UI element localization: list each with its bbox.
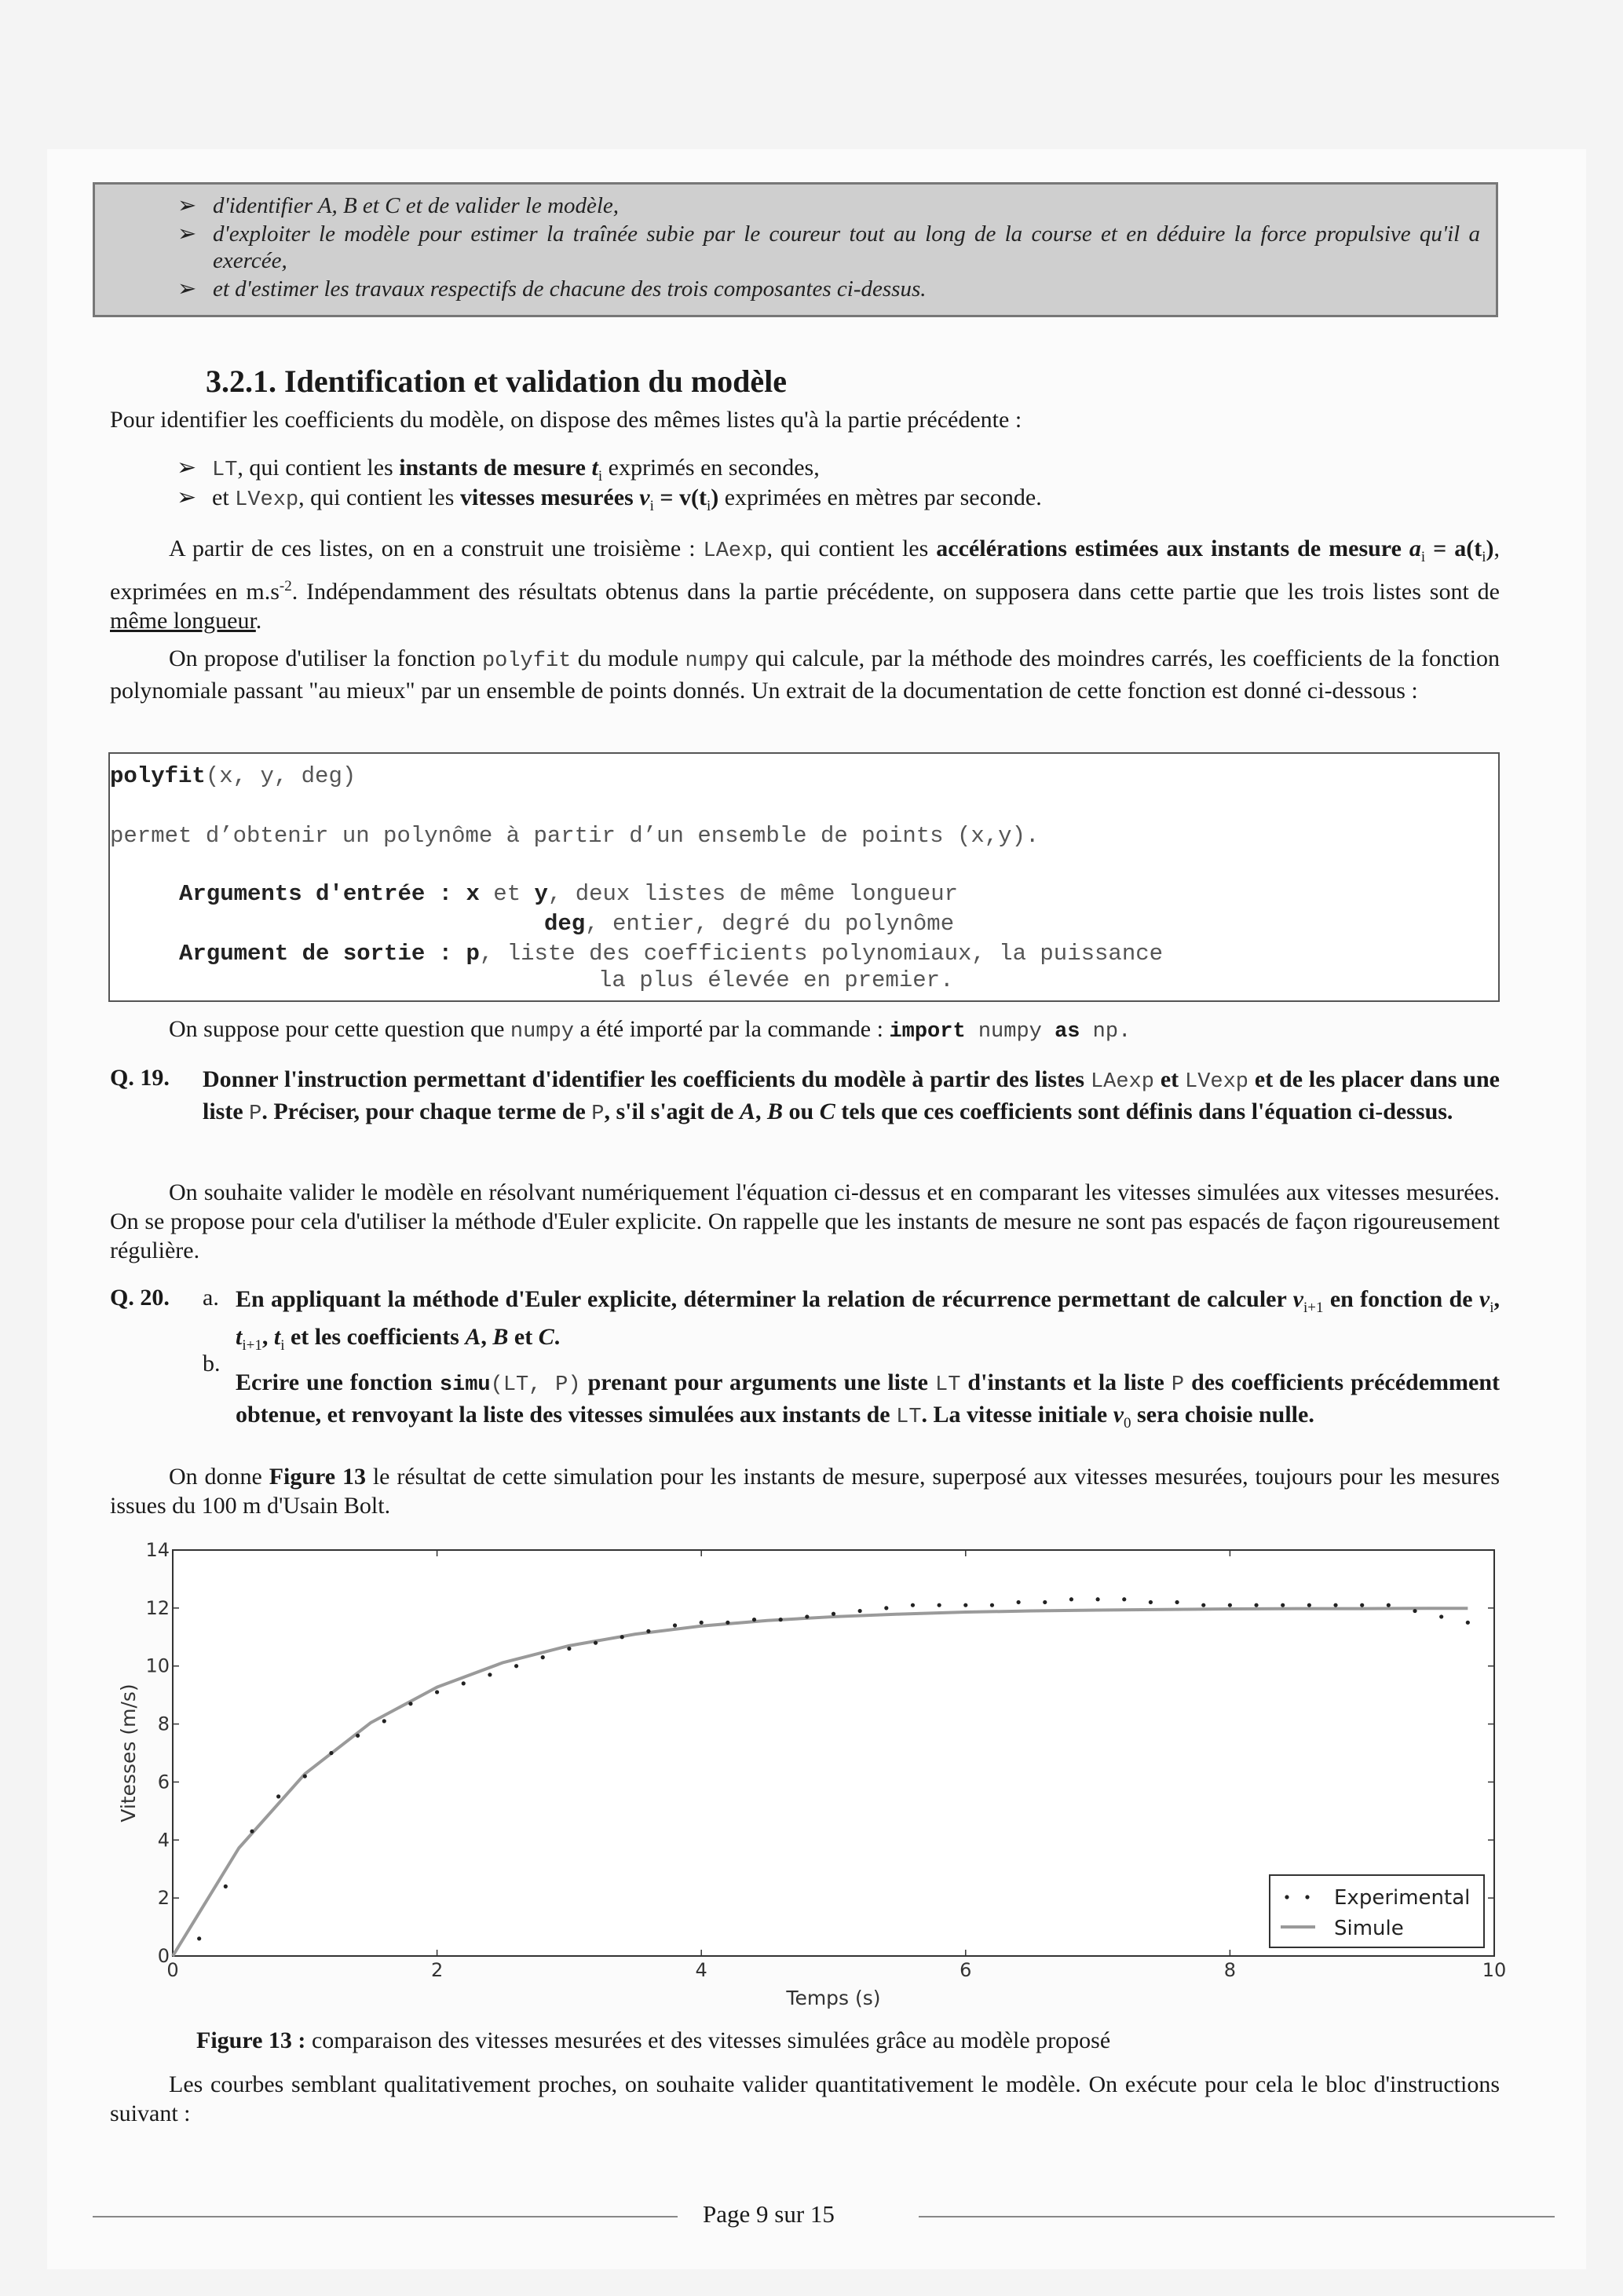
text-run: accélérations estimées aux instants de mesure	[936, 536, 1409, 561]
arrow-bullet-icon: ➢	[177, 193, 197, 218]
experimental-point	[1254, 1603, 1258, 1607]
text-run: t	[273, 1324, 281, 1350]
text-run: Figure 13	[269, 1464, 366, 1490]
text-run: i	[598, 468, 603, 484]
y-tick-label: 10	[145, 1654, 170, 1677]
text-run: C	[538, 1324, 554, 1350]
y-tick-label: 14	[145, 1539, 170, 1561]
experimental-point	[488, 1673, 492, 1676]
text-run: , entier, degré du polynôme	[585, 911, 955, 937]
text-run: t	[591, 455, 598, 481]
text-run: v	[639, 484, 650, 510]
objective-item	[177, 221, 1480, 274]
experimental-point	[1201, 1603, 1205, 1607]
text-run: exprimées en mètres par seconde.	[718, 484, 1042, 510]
text-run: , qui contient les	[766, 536, 937, 561]
text-run: v	[1479, 1286, 1490, 1312]
text-run: ,	[755, 1099, 768, 1124]
text-run: import	[889, 1020, 966, 1044]
text-run: -2	[279, 578, 292, 594]
experimental-point	[700, 1621, 704, 1625]
text-run: d'identifier A, B et C et de valider le modèle,	[213, 193, 620, 218]
legend-label-simule: Simule	[1334, 1917, 1404, 1940]
text-run: P	[1171, 1373, 1185, 1397]
x-axis-label: Temps (s)	[786, 1987, 881, 2009]
text-run: On souhaite valider le modèle en résolvant numériquement l'équation ci-dessus et en comparant les vitesses simulées aux vitesses mesurées. On se propose pour cela d'utiliser la méthode d'Euler explicite. On rappelle que les instants de mesure ne sont pas espacés de façon rigoureusement régulière.	[110, 1179, 1500, 1263]
text-run: le résultat de cette simulation pour les instants de mesure, superposé aux vitesses mesurées, toujours pour les mesures issues du 100 m d'Usain Bolt.	[110, 1464, 1501, 1519]
x-tick-label: 10	[1482, 1959, 1507, 1981]
text-run: exprimés en secondes,	[602, 455, 820, 481]
objectives-box	[93, 182, 1498, 317]
question-text	[203, 1065, 1500, 1129]
separator: :	[425, 881, 466, 907]
y-tick-label: 4	[157, 1829, 170, 1852]
text-run: ou	[783, 1099, 820, 1124]
y-tick-label: 8	[157, 1713, 170, 1735]
experimental-point	[303, 1774, 307, 1778]
text-run: et	[479, 881, 535, 907]
experimental-point	[594, 1641, 598, 1645]
arg-p: p	[466, 941, 480, 967]
text-run: i	[1482, 549, 1486, 565]
list-item	[177, 484, 1505, 521]
legend-experimental-marker	[1285, 1895, 1289, 1899]
experimental-point	[541, 1655, 545, 1659]
experimental-point	[408, 1702, 412, 1706]
experimental-point	[911, 1603, 915, 1607]
experimental-point	[1413, 1609, 1416, 1613]
text-run: t	[236, 1324, 243, 1350]
experimental-point	[514, 1664, 518, 1668]
text-run: Les courbes semblant qualitativement proches, on souhaite valider quantitativement le modèle. On exécute pour cela le bloc d'instructions suivant :	[110, 2071, 1500, 2126]
text-run: = a(t	[1425, 536, 1482, 561]
text-run: i	[1490, 1300, 1494, 1316]
arg-x: x	[466, 881, 480, 907]
text-run: , liste des coefficients polynomiaux, la puissance	[479, 941, 1164, 967]
y-tick-label: 6	[157, 1771, 170, 1793]
text-run: )	[1486, 536, 1494, 561]
legend-experimental-marker	[1305, 1895, 1309, 1899]
text-run: prenant pour arguments une liste	[580, 1369, 935, 1395]
experimental-point	[435, 1690, 439, 1694]
experimental-point	[963, 1603, 967, 1607]
arrow-bullet-icon: ➢	[177, 484, 197, 510]
text-run: et	[1153, 1066, 1185, 1092]
experimental-point	[329, 1751, 333, 1755]
x-tick-label: 6	[960, 1959, 972, 1981]
experimental-point	[752, 1618, 756, 1621]
x-tick-label: 2	[430, 1959, 444, 1981]
footer-divider	[919, 2216, 1555, 2217]
experimental-point	[382, 1719, 386, 1723]
experimental-point	[197, 1936, 201, 1940]
text-run: P	[591, 1102, 605, 1126]
function-args: (x, y, deg)	[205, 763, 356, 789]
caption-text: comparaison des vitesses mesurées et des vitesses simulées grâce au modèle proposé	[305, 2027, 1111, 2053]
text-run: instants de mesure	[399, 455, 592, 481]
y-tick-label: 12	[145, 1596, 170, 1619]
experimental-point	[726, 1621, 729, 1625]
experimental-point	[1175, 1600, 1179, 1604]
section-title: 3.2.1. Identification et validation du modèle	[206, 364, 788, 399]
text-run: qui calcule, par la méthode des moindres carrés, les coefficients de la fonction polynomiale passant "au mieux" par un ensemble de points donnés. Un extrait de la documentation de cette fonction est donné ci-dessous :	[110, 645, 1500, 704]
text-run: vitesses mesurées	[459, 484, 640, 510]
arrow-bullet-icon: ➢	[177, 455, 197, 481]
text-run: LAexp	[703, 539, 767, 563]
experimental-point	[620, 1635, 624, 1639]
experimental-point	[567, 1647, 571, 1651]
text-run: i+1	[1303, 1300, 1324, 1316]
question-text	[236, 1368, 1500, 1438]
text-run: i+1	[242, 1337, 262, 1354]
experimental-point	[858, 1609, 862, 1613]
experimental-point	[1043, 1600, 1047, 1604]
y-tick-label: 0	[157, 1945, 170, 1967]
objective-item	[177, 192, 1480, 219]
text-run: numpy	[965, 1020, 1055, 1044]
x-tick-label: 4	[695, 1959, 707, 1981]
text-run: C	[819, 1099, 835, 1124]
experimental-point	[1149, 1600, 1153, 1604]
text-run: .	[554, 1324, 561, 1350]
figure-caption	[196, 2027, 1531, 2054]
footer-divider	[93, 2216, 678, 2217]
experimental-point	[1281, 1603, 1285, 1607]
experimental-point	[250, 1830, 254, 1834]
text-run: simu	[439, 1373, 491, 1397]
text-run: LT	[212, 459, 238, 482]
experimental-point	[1017, 1600, 1021, 1604]
experimental-point	[884, 1606, 888, 1610]
experimental-point	[462, 1681, 466, 1685]
text-run: LT	[896, 1406, 922, 1429]
paragraph	[110, 1178, 1500, 1265]
subquestion-label: a.	[203, 1285, 219, 1311]
text-run: du module	[571, 645, 685, 671]
velocity-chart	[0, 1523, 1623, 2026]
text-run: Donner l'instruction permettant d'identifier les coefficients du modèle à partir des listes	[203, 1066, 1091, 1092]
text-run: . La vitesse initiale	[921, 1402, 1113, 1428]
text-run: = v(t	[653, 484, 707, 510]
experimental-point	[1307, 1603, 1311, 1607]
experimental-point	[1439, 1614, 1443, 1618]
separator: :	[425, 941, 466, 967]
paragraph	[110, 2070, 1500, 2128]
text-run: tels que ces coefficients sont définis dans l'équation ci-dessus.	[835, 1099, 1453, 1124]
function-description: permet d’obtenir un polynôme à partir d’un ensemble de points (x,y).	[110, 823, 1040, 849]
x-tick-label: 0	[166, 1959, 179, 1981]
text-run: A	[465, 1324, 481, 1350]
text-run: même longueur	[110, 608, 256, 634]
text-run: , exprimées en m.s	[110, 536, 1501, 605]
experimental-point	[1122, 1597, 1126, 1601]
text-run: Pour identifier les coefficients du modèle, on dispose des mêmes listes qu'à la partie précédente :	[110, 407, 1022, 433]
text-run: En appliquant la méthode d'Euler explicite, déterminer la relation de récurrence permettant de calculer	[236, 1286, 1293, 1312]
text-run: .	[255, 608, 262, 634]
text-run: Ecrire une fonction	[236, 1369, 440, 1395]
arrow-bullet-icon: ➢	[177, 276, 197, 302]
text-run: ,	[1493, 1286, 1501, 1312]
question-number: Q. 19.	[110, 1065, 170, 1091]
text-run: polyfit	[481, 649, 572, 673]
text-run: P	[249, 1102, 262, 1126]
text-run: en fonction de	[1323, 1286, 1479, 1312]
paragraph	[110, 405, 1500, 434]
text-run: et d'estimer les travaux respectifs de chacune des trois composantes ci-dessus.	[213, 276, 927, 302]
text-run: i	[1420, 549, 1426, 565]
text-run: A	[740, 1099, 756, 1124]
text-run: On donne	[169, 1464, 269, 1490]
text-run: a été importé par la commande :	[573, 1016, 890, 1042]
text-run: B	[767, 1099, 784, 1124]
text-run: , qui contient les	[237, 455, 400, 481]
experimental-point	[1228, 1603, 1232, 1607]
text-run: a	[1409, 536, 1421, 561]
experimental-point	[832, 1612, 835, 1616]
page-number: Page 9 sur 15	[703, 2200, 835, 2228]
experimental-point	[1333, 1603, 1337, 1607]
text-run: 0	[1124, 1415, 1131, 1431]
text-run: i	[706, 498, 711, 514]
text-run: et de les placer dans une liste	[203, 1066, 1500, 1124]
documentation-box	[108, 752, 1500, 1002]
paragraph	[110, 644, 1500, 705]
caption-label: Figure 13 :	[196, 2027, 306, 2053]
text-run: numpy	[510, 1020, 574, 1044]
experimental-point	[646, 1629, 650, 1633]
text-run: la plus élevée en premier.	[598, 967, 954, 993]
experimental-point	[224, 1885, 228, 1888]
text-run: des coefficients précédemment obtenue, et renvoyant la liste des vitesses simulées aux instants de	[236, 1369, 1501, 1428]
text-run: B	[492, 1324, 509, 1350]
text-run: np.	[1080, 1020, 1131, 1044]
paragraph	[169, 1015, 1504, 1047]
experimental-point	[1466, 1621, 1470, 1625]
x-tick-label: 8	[1223, 1959, 1237, 1981]
text-run: v	[1113, 1402, 1124, 1428]
experimental-point	[779, 1618, 783, 1621]
experimental-point	[1387, 1603, 1391, 1607]
text-run: ,	[481, 1324, 493, 1350]
function-name: polyfit	[110, 763, 206, 789]
text-run: LT	[935, 1373, 961, 1397]
experimental-point	[1360, 1603, 1364, 1607]
text-run: (LT, P)	[490, 1373, 581, 1397]
experimental-point	[1096, 1597, 1100, 1601]
subquestion-label: b.	[203, 1351, 221, 1377]
paragraph	[110, 534, 1500, 635]
text-run: , s'il s'agit de	[604, 1099, 740, 1124]
legend-label-experimental: Experimental	[1334, 1886, 1471, 1910]
text-run: On propose d'utiliser la fonction	[169, 645, 482, 671]
text-run: i	[280, 1337, 285, 1354]
text-run: v	[1292, 1286, 1303, 1312]
text-run: et	[508, 1324, 539, 1350]
text-run: )	[711, 484, 719, 510]
input-label: Arguments d'entrée	[179, 881, 426, 907]
text-run: d'instants et la liste	[960, 1369, 1172, 1395]
experimental-point	[276, 1794, 280, 1798]
question-text	[236, 1285, 1500, 1360]
text-run: , qui contient les	[298, 484, 460, 510]
text-run: LVexp	[235, 488, 299, 512]
experimental-point	[805, 1614, 809, 1618]
text-run: as	[1055, 1020, 1080, 1044]
y-axis-label: Vitesses (m/s)	[117, 1684, 140, 1823]
question-19	[110, 1065, 1500, 1129]
arg-deg: deg	[544, 911, 586, 937]
experimental-point	[356, 1734, 360, 1738]
experimental-point	[1069, 1597, 1073, 1601]
arg-y: y	[534, 881, 548, 907]
experimental-point	[938, 1603, 941, 1607]
text-run: ,	[261, 1324, 274, 1350]
text-run: . Indépendamment des résultats obtenus dans la partie précédente, on supposera dans cette partie que les trois listes sont de	[291, 579, 1500, 605]
text-run: numpy	[685, 649, 749, 673]
text-run: d'exploiter le modèle pour estimer la traînée subie par le coureur tout au long de la course et en déduire la force propulsive qu'il a exercée,	[213, 221, 1480, 273]
text-run: A partir de ces listes, on en a construit une troisième :	[169, 536, 704, 561]
text-run: et	[212, 484, 236, 510]
text-run: . Préciser, pour chaque terme de	[261, 1099, 592, 1124]
text-run: LAexp	[1090, 1070, 1154, 1094]
question-20	[110, 1285, 1500, 1438]
text-run: et les coefficients	[284, 1324, 466, 1350]
output-label: Argument de sortie	[179, 941, 426, 967]
y-tick-label: 2	[157, 1887, 170, 1910]
experimental-point	[990, 1603, 994, 1607]
text-run: i	[649, 498, 654, 514]
text-run: LVexp	[1185, 1070, 1249, 1094]
paragraph	[110, 1462, 1500, 1520]
text-run: , deux listes de même longueur	[547, 881, 959, 907]
text-run: sera choisie nulle.	[1131, 1402, 1314, 1428]
question-number: Q. 20.	[110, 1285, 170, 1311]
text-run: On suppose pour cette question que	[169, 1016, 510, 1042]
objective-item	[177, 276, 1480, 302]
arrow-bullet-icon: ➢	[177, 221, 197, 247]
experimental-point	[673, 1623, 677, 1627]
